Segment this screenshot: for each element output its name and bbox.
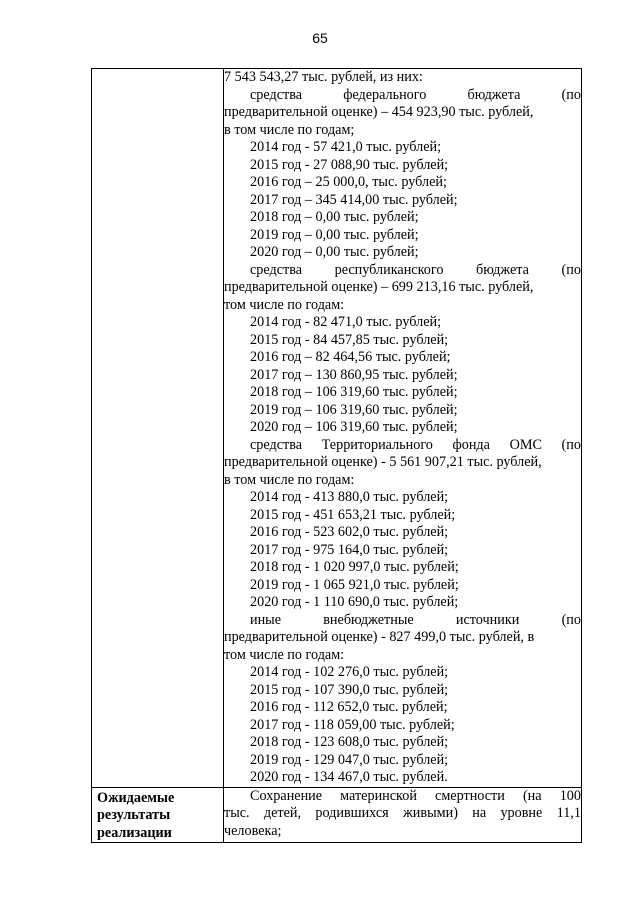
year-amount-line: 2020 год - 134 467,0 тыс. рублей. (250, 769, 448, 785)
word: фонда (452, 436, 490, 453)
word: средства (250, 436, 303, 453)
word: средства (250, 261, 303, 278)
year-amount-line: 2017 год – 345 414,00 тыс. рублей; (250, 191, 458, 208)
year-amount-line: 2016 год – 82 464,56 тыс. рублей; (250, 349, 451, 365)
funding-source-intro (224, 87, 581, 105)
funding-source-amount: предварительной оценке) – 454 923,90 тыс. рублей, (224, 104, 534, 120)
funding-source-amount: предварительной оценке) - 827 499,0 тыс. рублей, в (224, 629, 535, 645)
word: республиканского (334, 261, 444, 278)
results-line-1 (224, 788, 581, 806)
word: (по (561, 611, 581, 628)
year-amount-line: 2019 год – 106 319,60 тыс. рублей; (250, 401, 458, 418)
year-amount-line: 2017 год - 975 164,0 тыс. рублей; (250, 541, 449, 558)
year-amount-line: 2018 год - 1 020 997,0 тыс. рублей; (250, 559, 459, 575)
year-amount-line: 2018 год – 106 319,60 тыс. рублей; (250, 384, 458, 400)
year-amount-line: 2016 год - 523 602,0 тыс. рублей; (250, 524, 449, 540)
funding-source-block (224, 437, 581, 612)
page-number: 65 (312, 30, 328, 46)
funding-text-cell (224, 69, 582, 788)
year-amount-line: 2016 год – 25 000,0, тыс. рублей; (250, 174, 447, 190)
word: (по (561, 436, 581, 453)
year-amount-line: 2020 год – 106 319,60 тыс. рублей; (250, 419, 458, 435)
funding-source-amount: предварительной оценке) – 699 213,16 тыс. рублей, (224, 279, 534, 295)
year-amount-line: 2018 год - 123 608,0 тыс. рублей; (250, 734, 449, 750)
year-amount-line: 2015 год - 27 088,90 тыс. рублей; (250, 156, 449, 173)
word: детей, (263, 805, 302, 821)
word: федерального (343, 86, 427, 103)
word: (по (561, 261, 581, 278)
funding-source-by-years: в том числе по годам; (224, 121, 355, 138)
funding-label-cell (92, 69, 224, 788)
word: Территориального (321, 436, 433, 453)
results-text-cell (224, 787, 582, 843)
year-amount-line: 2020 год – 0,00 тыс. рублей; (250, 244, 419, 260)
year-amount-line: 2018 год – 0,00 тыс. рублей; (250, 209, 419, 225)
funding-source-by-years: том числе по годам: (224, 296, 345, 313)
word: внебюджетные (323, 611, 414, 628)
results-heading-line: результаты (97, 807, 171, 823)
funding-total: 7 543 543,27 тыс. рублей, из них: (224, 69, 423, 85)
funding-source-intro (224, 437, 581, 455)
funding-source-by-years: том числе по годам: (224, 646, 345, 663)
word: родившихся (315, 805, 389, 821)
funding-source-by-years: в том числе по годам: (224, 471, 355, 488)
year-amount-line: 2014 год - 82 471,0 тыс. рублей; (250, 314, 442, 330)
year-amount-line: 2014 год - 102 276,0 тыс. рублей; (250, 664, 449, 680)
word: (по (561, 86, 581, 103)
word: Сохранение (250, 787, 323, 804)
year-amount-line: 2019 год – 0,00 тыс. рублей; (250, 226, 419, 243)
word: 11,1 (556, 805, 581, 821)
word: на (472, 805, 487, 821)
funding-source-intro (224, 612, 581, 630)
year-amount-line: 2015 год - 84 457,85 тыс. рублей; (250, 331, 449, 348)
results-line-2 (224, 805, 581, 823)
word: средства (250, 86, 303, 103)
funding-row (92, 69, 582, 788)
year-amount-line: 2019 год - 129 047,0 тыс. рублей; (250, 751, 449, 768)
funding-source-amount: предварительной оценке) - 5 561 907,21 тыс. рублей, (224, 454, 542, 470)
funding-blocks (224, 87, 581, 787)
word: бюджета (467, 86, 521, 103)
year-amount-line: 2016 год - 112 652,0 тыс. рублей; (250, 699, 448, 715)
year-amount-line: 2014 год - 413 880,0 тыс. рублей; (250, 489, 449, 505)
funding-source-intro (224, 262, 581, 280)
word: 100 (559, 787, 581, 804)
word: тыс. (224, 805, 250, 821)
funding-source-block (224, 612, 581, 787)
word: (на (522, 787, 542, 804)
results-row (92, 787, 582, 843)
results-heading-line: Ожидаемые (97, 789, 175, 806)
funding-source-block (224, 262, 581, 437)
word: бюджета (476, 261, 529, 278)
results-heading-line: реализации (97, 824, 172, 841)
word: иные (250, 611, 282, 628)
year-amount-line: 2014 год - 57 421,0 тыс. рублей; (250, 139, 442, 155)
year-amount-line: 2017 год – 130 860,95 тыс. рублей; (250, 366, 458, 383)
funding-source-block (224, 87, 581, 262)
year-amount-line: 2019 год - 1 065 921,0 тыс. рублей; (250, 576, 459, 593)
word: ОМС (509, 436, 542, 453)
word: уровне (500, 805, 543, 821)
passport-table (91, 68, 582, 843)
word: живыми) (403, 805, 458, 821)
word: источники (455, 611, 520, 628)
results-line-3: человека; (224, 822, 282, 839)
year-amount-line: 2015 год - 107 390,0 тыс. рублей; (250, 681, 449, 698)
year-amount-line: 2020 год - 1 110 690,0 тыс. рублей; (250, 594, 459, 610)
results-heading-cell (92, 787, 224, 843)
year-amount-line: 2017 год - 118 059,00 тыс. рублей; (250, 716, 455, 733)
word: смертности (435, 787, 505, 804)
word: материнской (340, 787, 417, 804)
year-amount-line: 2015 год - 451 653,21 тыс. рублей; (250, 506, 456, 523)
